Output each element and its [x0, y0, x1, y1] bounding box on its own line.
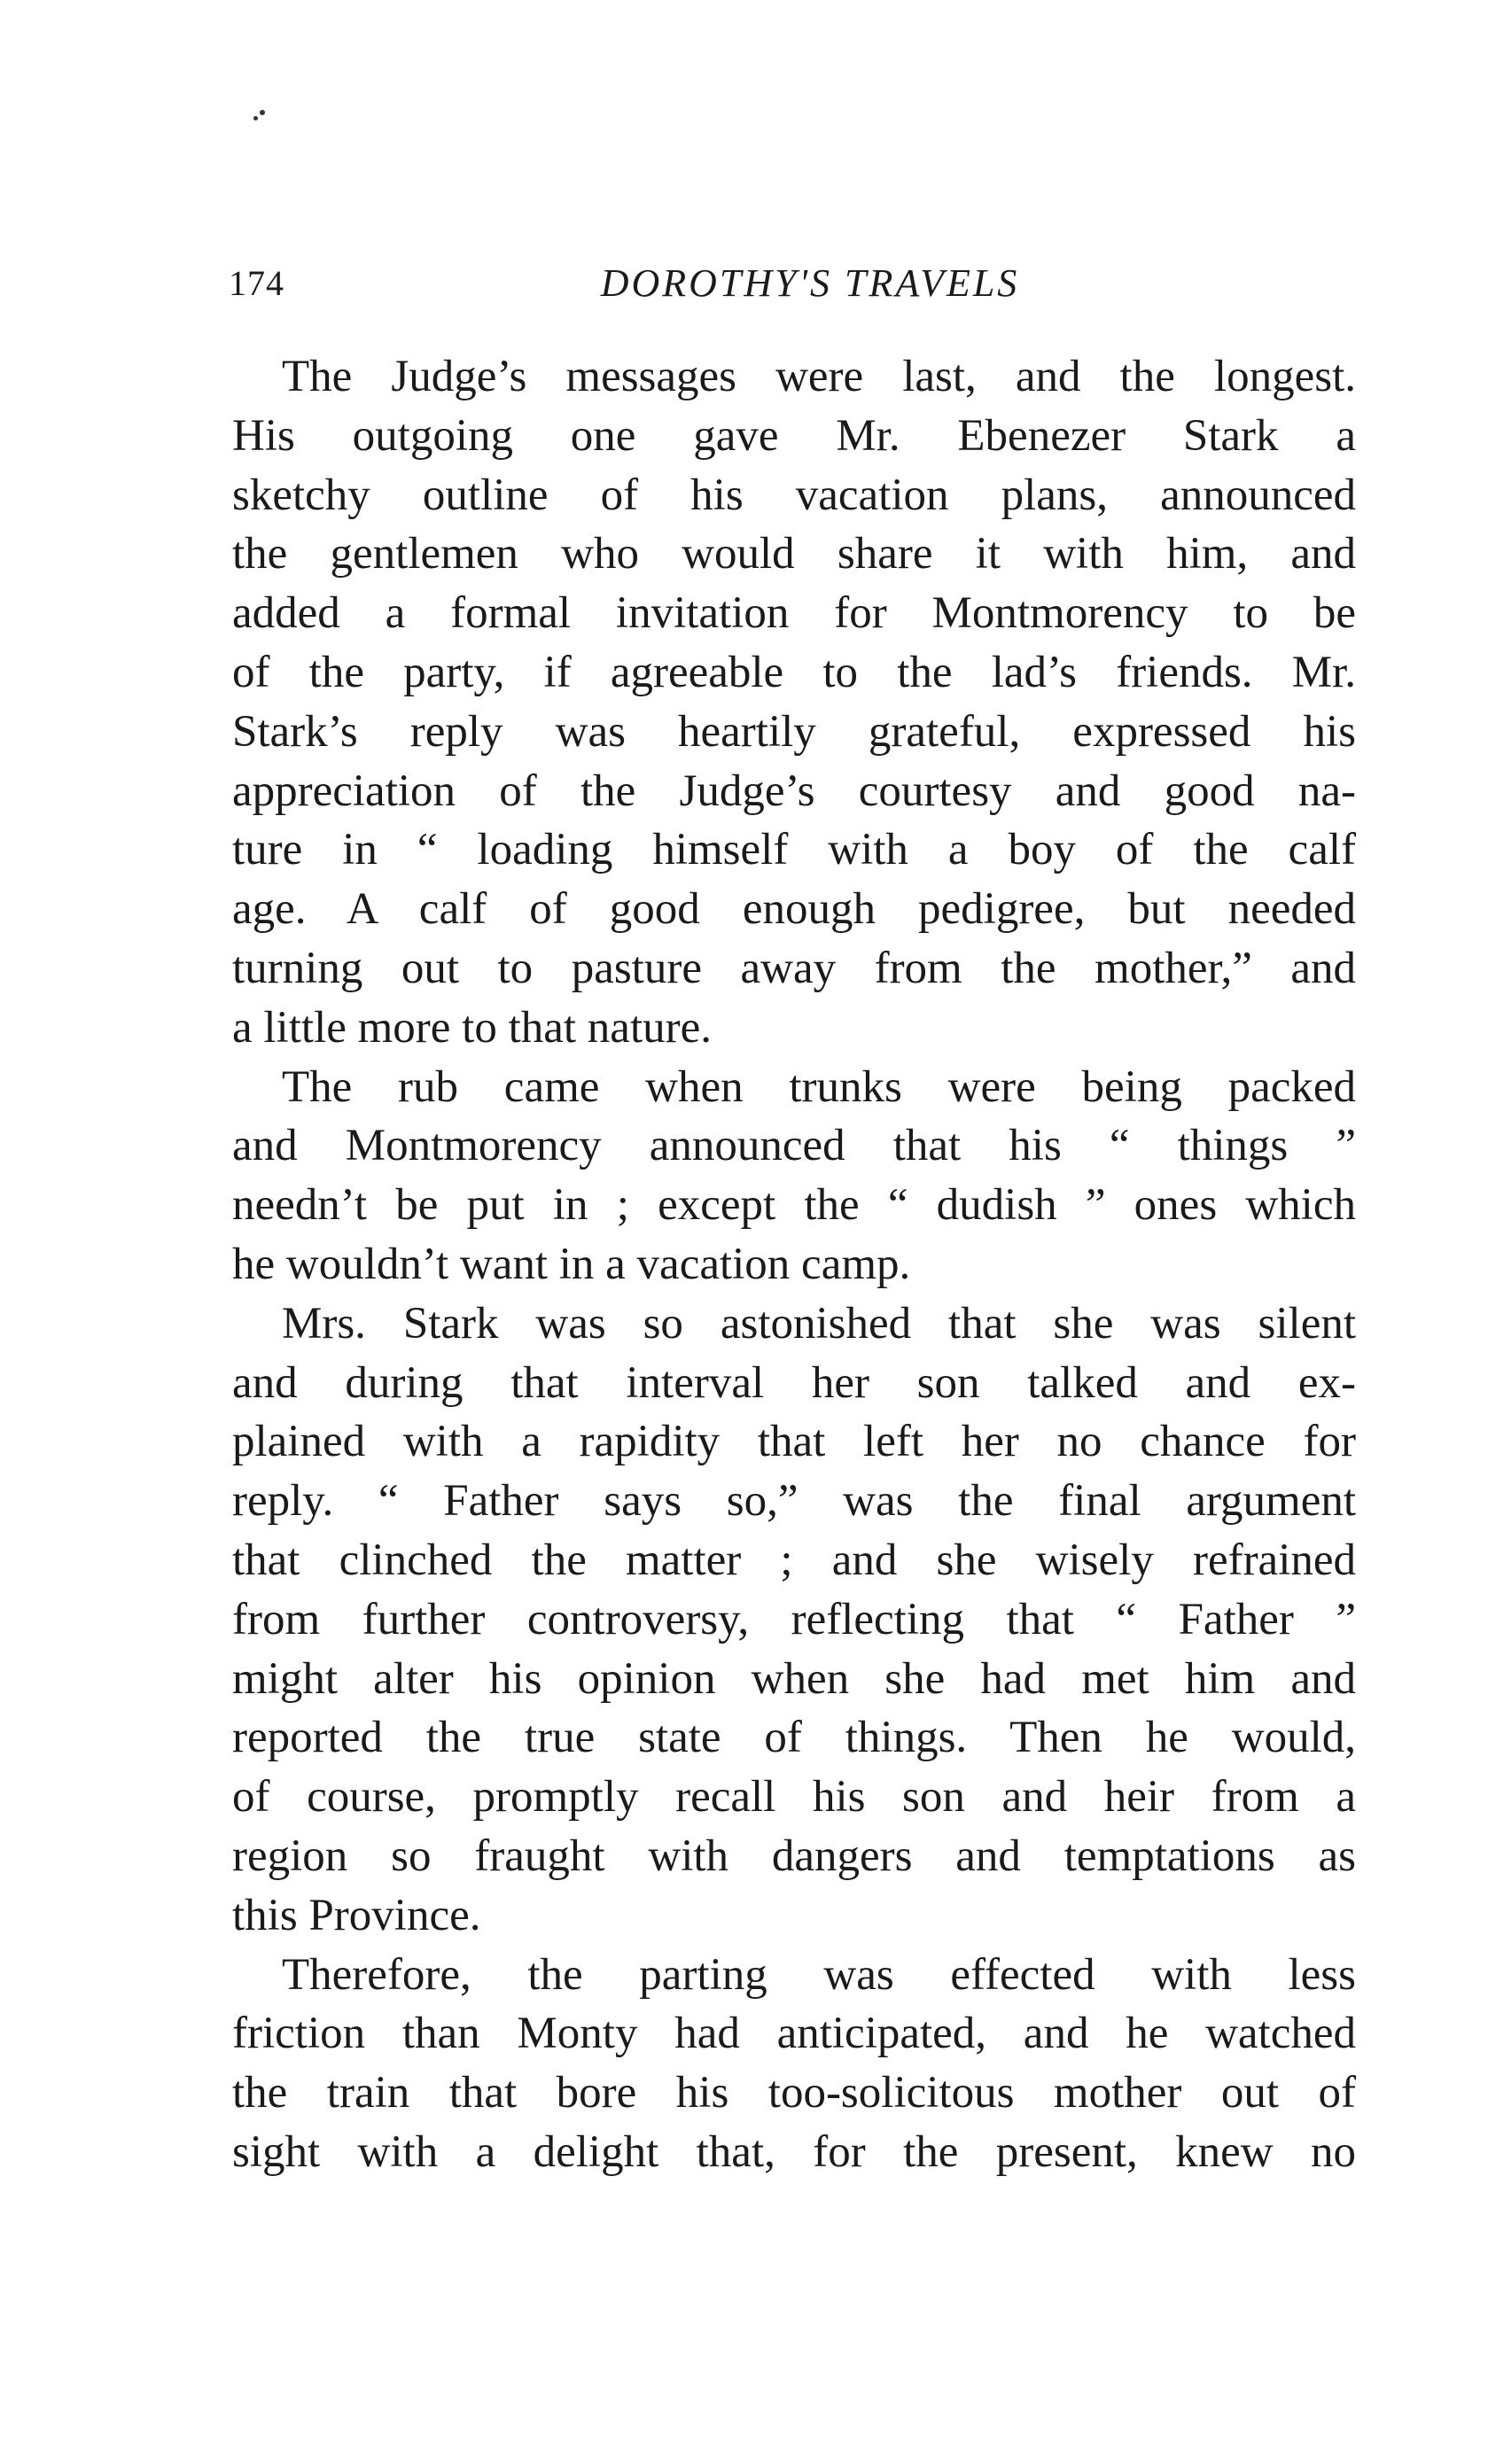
text-line: sketchy outline of his vacation plans, announced	[232, 470, 1356, 520]
paragraph	[232, 1946, 1356, 2182]
text-line: Therefore, the parting was effected with less	[282, 1949, 1356, 2000]
paragraph	[232, 1294, 1356, 1946]
running-title: DOROTHY'S TRAVELS	[600, 261, 1020, 305]
text-line: of the party, if agreeable to the lad’s friends. Mr.	[232, 647, 1356, 697]
text-line: ture in “ loading himself with a boy of the calf	[232, 825, 1356, 875]
text-line: The rub came when trunks were being packed	[282, 1061, 1356, 1112]
print-speck	[260, 110, 265, 115]
text-line: the gentlemen who would share it with him, and	[232, 529, 1356, 579]
text-line: age. A calf of good enough pedigree, but needed	[232, 884, 1356, 935]
text-line: from further controversy, reflecting that “ Father ”	[232, 1594, 1356, 1644]
text-line: he wouldn’t want in a vacation camp.	[232, 1239, 911, 1289]
text-line: sight with a delight that, for the present, knew no	[232, 2126, 1356, 2177]
text-line: turning out to pasture away from the mother,” and	[232, 943, 1356, 993]
paragraph	[232, 347, 1356, 1058]
text-line: region so fraught with dangers and temptations as	[232, 1831, 1356, 1881]
text-line: might alter his opinion when she had met him and	[232, 1653, 1356, 1704]
text-line: friction than Monty had anticipated, and he watched	[232, 2009, 1356, 2059]
text-line: a little more to that nature.	[232, 1002, 712, 1053]
page-number: 174	[229, 263, 284, 303]
paragraph	[232, 1058, 1356, 1294]
text-line: the train that bore his too-solicitous mother out of	[232, 2068, 1356, 2118]
text-line: The Judge’s messages were last, and the longest.	[282, 352, 1356, 401]
text-line: of course, promptly recall his son and heir from a	[232, 1772, 1356, 1823]
text-line: added a formal invitation for Montmorency to be	[232, 588, 1356, 639]
running-head	[229, 259, 1356, 312]
text-line: reported the true state of things. Then he would,	[232, 1713, 1356, 1763]
text-line: appreciation of the Judge’s courtesy and good na-	[232, 766, 1356, 816]
print-speck	[253, 116, 258, 120]
text-line: needn’t be put in ; except the “ dudish ” ones which	[232, 1180, 1356, 1231]
text-line: and during that interval her son talked and ex-	[232, 1357, 1356, 1408]
text-line: Mrs. Stark was so astonished that she was silent	[282, 1298, 1356, 1349]
text-line: and Montmorency announced that his “ things ”	[232, 1121, 1356, 1171]
text-line: plained with a rapidity that left her no chance for	[232, 1417, 1356, 1467]
body-text	[232, 347, 1356, 2182]
text-line: reply. “ Father says so,” was the final argument	[232, 1476, 1356, 1527]
text-line: Stark’s reply was heartily grateful, expressed his	[232, 706, 1356, 757]
text-line: His outgoing one gave Mr. Ebenezer Stark a	[232, 410, 1356, 461]
text-line: that clinched the matter ; and she wisely refrained	[232, 1535, 1356, 1585]
text-line: this Province.	[232, 1890, 481, 1940]
